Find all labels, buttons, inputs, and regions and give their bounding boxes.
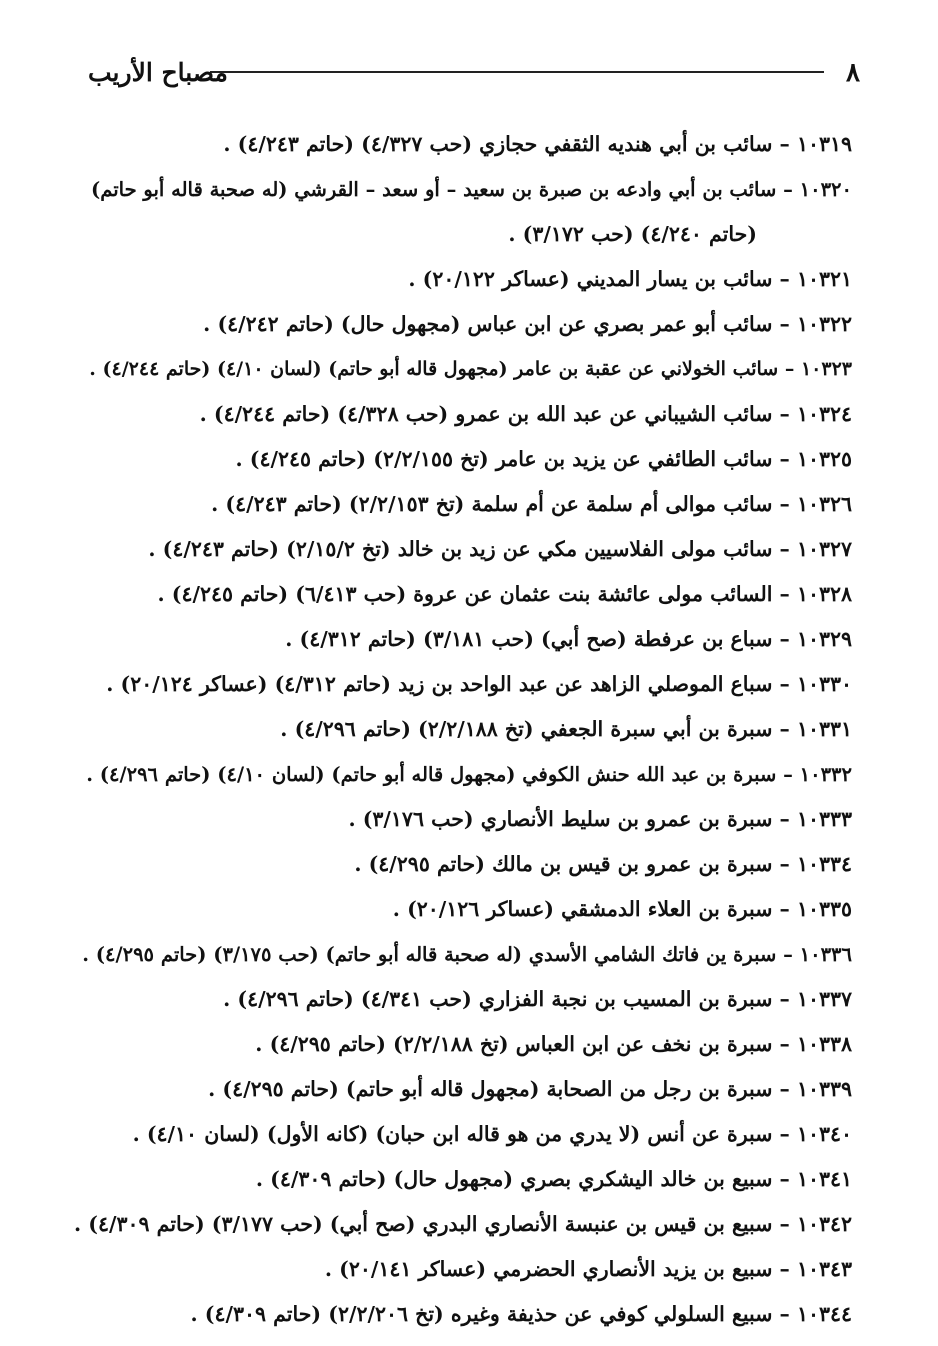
entry-10327: ١٠٣٢٧ – سائب مولى الفلاسيين مكي عن زيد بن خالد (تخ ٢/١٥/٢) (حاتم ٤/٢٤٣) .: [148, 537, 852, 561]
entry-10342: ١٠٣٤٢ – سبيع بن قيس بن عنبسة الأنصاري البدري (صح أبي) (حب ٣/١٧٧) (حاتم ٤/٣٠٩) .: [74, 1212, 852, 1236]
entry-10323: ١٠٣٢٣ – سائب الخولاني عن عقبة بن عامر (مجهول قاله أبو حاتم) (لسان ٤/١٠) (حاتم ٤/٢٤٤) .: [89, 358, 852, 380]
entry-10337: ١٠٣٣٧ – سبرة بن المسيب بن نجبة الفزاري (حب ٤/٣٤١) (حاتم ٤/٢٩٦) .: [223, 987, 852, 1011]
entry-10330: ١٠٣٣٠ – سباع الموصلي الزاهد عن عبد الواحد بن زيد (حاتم ٤/٣١٢) (عساكر ٢٠/١٢٤) .: [106, 672, 852, 696]
entry-10334: ١٠٣٣٤ – سبرة بن عمرو بن قيس بن مالك (حاتم ٤/٢٩٥) .: [354, 852, 852, 876]
entry-10328: ١٠٣٢٨ – السائب مولى عائشة بنت عثمان عن عروة (حب ٦/٤١٣) (حاتم ٤/٢٤٥) .: [157, 582, 852, 606]
entry-10331: ١٠٣٣١ – سبرة بن أبي سبرة الجعفي (تخ ٢/٢/١٨٨) (حاتم ٤/٢٩٦) .: [280, 717, 852, 741]
entry-10340: ١٠٣٤٠ – سبرة عن أنس (لا يدري من هو قاله ابن حبان) (كانه الأول) (لسان ٤/١٠) .: [132, 1122, 852, 1146]
entry-10325: ١٠٣٢٥ – سائب الطائفي عن يزيد بن عامر (تخ ٢/٢/١٥٥) (حاتم ٤/٢٤٥) .: [235, 447, 852, 471]
page-header: [80, 56, 860, 96]
entry-10321: ١٠٣٢١ – سائب بن يسار المديني (عساكر ٢٠/١٢٢) .: [408, 267, 852, 291]
page-number: ٨: [846, 58, 860, 88]
entry-10322: ١٠٣٢٢ – سائب أبو عمر بصري عن ابن عباس (مجهول حال) (حاتم ٤/٢٤٢) .: [203, 312, 852, 336]
entry-10344: ١٠٣٤٤ – سبيع السلولي كوفي عن حذيفة وغيره (تخ ٢/٢/٢٠٦) (حاتم ٤/٣٠٩) .: [190, 1302, 852, 1326]
entry-10319: ١٠٣١٩ – سائب بن أبي هنديه الثقفي حجازي (حب ٤/٣٢٧) (حاتم ٤/٢٤٣) .: [223, 132, 852, 156]
entry-10336: ١٠٣٣٦ – سبرة ين فاتك الشامي الأسدي (له صحبة قاله أبو حاتم) (حب ٣/١٧٥) (حاتم ٤/٢٩٥) .: [82, 943, 852, 966]
entry-10329: ١٠٣٢٩ – سباع بن عرفطة (صح أبي) (حب ٣/١٨١) (حاتم ٤/٣١٢) .: [285, 627, 852, 651]
entry-10332: ١٠٣٣٢ – سبرة بن عبد الله حنش الكوفي (مجهول قاله أبو حاتم) (لسان ٤/١٠) (حاتم ٤/٢٩٦) .: [86, 763, 852, 786]
header-rule: [210, 71, 824, 73]
entry-10320-continuation: (حاتم ٤/٢٤٠) (حب ٣/١٧٢) .: [508, 222, 757, 246]
entry-10320: ١٠٣٢٠ – سائب بن أبي وادعه بن صبرة بن سعيد – أو سعد – القرشي (له صحبة قاله أبو حاتم): [91, 178, 852, 201]
entry-10324: ١٠٣٢٤ – سائب الشيباني عن عبد الله بن عمرو (حب ٤/٣٢٨) (حاتم ٤/٢٤٤) .: [199, 402, 852, 426]
entry-10341: ١٠٣٤١ – سبيع بن خالد اليشكري بصري (مجهول حال) (حاتم ٤/٣٠٩) .: [255, 1167, 852, 1191]
entry-10326: ١٠٣٢٦ – سائب موالى أم سلمة عن أم سلمة (تخ ٢/٢/١٥٣) (حاتم ٤/٢٤٣) .: [211, 492, 852, 516]
entry-10339: ١٠٣٣٩ – سبرة بن رجل من الصحابة (مجهول قاله أبو حاتم) (حاتم ٤/٢٩٥) .: [208, 1077, 852, 1101]
running-title: مصباح الأريب: [88, 58, 228, 87]
entry-10333: ١٠٣٣٣ – سبرة بن عمرو بن سليط الأنصاري (حب ٣/١٧٦) .: [348, 807, 852, 831]
entry-10338: ١٠٣٣٨ – سبرة بن نخف عن ابن العباس (تخ ٢/٢/١٨٨) (حاتم ٤/٢٩٥) .: [255, 1032, 852, 1056]
entry-10343: ١٠٣٤٣ – سبيع بن يزيد الأنصاري الحضرمي (عساكر ٢٠/١٤١) .: [324, 1257, 852, 1281]
entry-10335: ١٠٣٣٥ – سبرة بن العلاء الدمشقي (عساكر ٢٠/١٢٦) .: [392, 897, 852, 921]
entry-list: [72, 122, 852, 1337]
